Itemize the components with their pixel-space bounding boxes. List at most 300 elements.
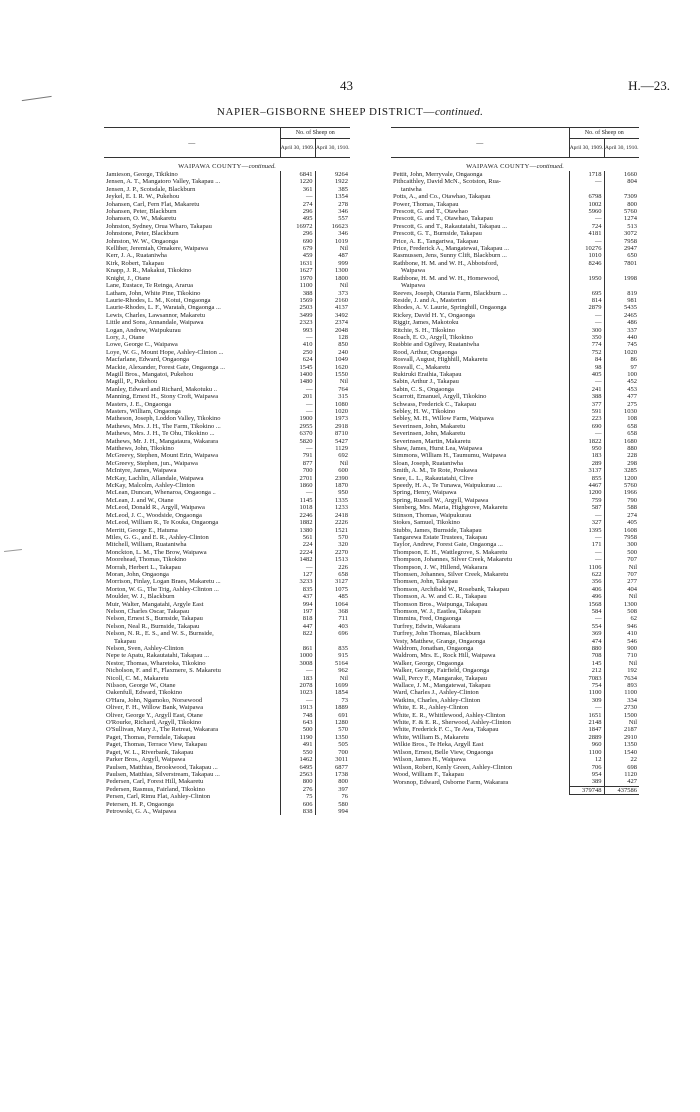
owner-name: Thomson, Archibald W., Rosebank, Takapau	[393, 585, 510, 593]
table-row	[104, 364, 350, 371]
owner-name: Masters, William, Ongaonga	[106, 408, 181, 415]
sheep-1910: 6877	[315, 764, 350, 771]
sheep-1909: 5820	[280, 438, 315, 445]
sheep-1909	[569, 282, 604, 289]
owner-name: Stenberg, Mrs. Maria, Highgrove, Makaretu	[393, 504, 508, 512]
owner-name: Laurie-Rhodes, L. M., Kotui, Ongaonga	[106, 296, 211, 304]
owner-name: Paget, Thomas, Ferndale, Takapau	[106, 733, 196, 741]
owner-name: Rathbone, H. M. and W. H., Homewood,	[393, 274, 500, 282]
sheep-1910: 3127	[315, 578, 350, 585]
sheep-1910: 2910	[604, 734, 639, 741]
sheep-1910: 1200	[604, 475, 639, 482]
sheep-1910: 1020	[315, 408, 350, 415]
owner-name: Severinsen, John, Makaretu	[393, 422, 466, 430]
owner-name: Lewis, Charles, Lawsannor, Makaretu	[106, 311, 206, 319]
table-row	[391, 178, 639, 185]
table-row	[104, 423, 350, 430]
owner-name: McLeod, Donald R., Argyll, Waipawa	[106, 504, 205, 512]
owner-name: Rathbone, H. M. and W. H., Abbotsford,	[393, 259, 499, 267]
owner-name: Nilsson, George W., Otane	[106, 682, 176, 690]
owner-name: Wilson, James H., Waipawa	[393, 756, 466, 764]
year-1909-header: April 30, 1909.	[280, 139, 315, 158]
sheep-1910: 1973	[315, 415, 350, 422]
sheep-1910: 485	[315, 593, 350, 600]
owner-name: Nepe te Apatu, Rakautatahi, Takapau ...	[106, 652, 210, 660]
owner-name: Roach, E. O., Argyll, Tikokino	[393, 333, 473, 341]
table-row	[104, 386, 350, 393]
sheep-1910: 1513	[315, 556, 350, 563]
sheep-1910: 915	[315, 652, 350, 659]
owner-name: Rood, Arthur, Ongaonga	[393, 348, 458, 356]
owner-name: Moran, John, Ongaonga	[106, 570, 169, 578]
sheep-1909: 1100	[569, 749, 604, 756]
owner-name: Kirk, Robert, Takapau	[106, 259, 164, 267]
table-row	[391, 364, 639, 371]
sheep-1909: 679	[280, 245, 315, 252]
table-row	[391, 378, 639, 385]
sheep-1909: 350	[569, 334, 604, 341]
table-row	[391, 697, 639, 704]
owner-name: Snee, L. L., Rakautatahi, Clive	[393, 474, 474, 482]
sheep-1909: 447	[280, 623, 315, 630]
sheep-1910: 1966	[604, 489, 639, 496]
sheep-1909: 774	[569, 341, 604, 348]
owner-name: Tangarewa Estate Trustees, Takapau	[393, 533, 488, 541]
sheep-1909: 584	[569, 608, 604, 615]
table-row	[104, 549, 350, 556]
sheep-1909: 994	[280, 601, 315, 608]
owner-name: McLeod, William R., Te Kouka, Ongaonga	[106, 519, 219, 527]
sheep-1910: 9264	[315, 171, 350, 178]
table-row	[391, 549, 639, 556]
sheep-1910: 804	[604, 178, 639, 185]
sheep-1909: 2701	[280, 475, 315, 482]
table-row	[391, 771, 639, 778]
table-row	[104, 497, 350, 504]
owner-name: Stokes, Samuel, Tikokino	[393, 519, 460, 527]
sheep-1909: 1023	[280, 689, 315, 696]
sheep-1910: 86	[604, 356, 639, 363]
owner-name: Nelson, N. R., E. S., and W. S., Burnside,	[106, 630, 214, 638]
owner-name: White, E. R., Whittlewood, Ashley-Clinton	[393, 711, 506, 719]
table-row	[104, 764, 350, 771]
sheep-1909: —	[569, 615, 604, 622]
sheep-1910: 2918	[315, 423, 350, 430]
owner-name: Spring, Henry, Waipawa	[393, 489, 457, 497]
sheep-1910: 1020	[604, 349, 639, 356]
table-row	[391, 230, 639, 237]
sheep-1909: 1106	[569, 564, 604, 571]
sheep-1910: 588	[604, 504, 639, 511]
sheep-1910: 650	[604, 252, 639, 259]
sheep-1910: 1274	[604, 215, 639, 222]
sheep-1910: 1608	[604, 527, 639, 534]
sheep-1909: 369	[569, 630, 604, 637]
sheep-1909: 877	[280, 460, 315, 467]
sheep-1910: 2465	[604, 312, 639, 319]
owner-name: Monckton, L. M., The Brow, Waipawa	[106, 548, 207, 556]
sheep-1909: 1190	[280, 734, 315, 741]
sheep-1910: 487	[315, 252, 350, 259]
sheep-1909: 708	[569, 652, 604, 659]
total-1910: 437586	[604, 786, 639, 794]
sheep-1909: 2889	[569, 734, 604, 741]
sheep-1910: 1350	[315, 734, 350, 741]
sheep-1910: 1660	[604, 171, 639, 178]
table-row	[104, 215, 350, 222]
owner-name: Paget, Thomas, Terrace View, Takapau	[106, 741, 207, 749]
sheep-1909: 406	[569, 586, 604, 593]
owner-name: Persen, Carl, Rimu Flat, Ashley-Clinton	[106, 793, 211, 801]
table-row	[391, 186, 639, 193]
sheep-1910: 1100	[604, 689, 639, 696]
table-row	[391, 304, 639, 311]
table-row	[104, 734, 350, 741]
table-row	[104, 223, 350, 230]
sheep-1909: 835	[280, 586, 315, 593]
sheep-1909: 690	[569, 423, 604, 430]
sheep-1909: 700	[280, 467, 315, 474]
sheep-1910: 962	[315, 667, 350, 674]
sheep-1910: 893	[604, 682, 639, 689]
owner-name: O'Hara, John, Ngamoko, Norsewood	[106, 696, 203, 704]
sheep-1909: 1627	[280, 267, 315, 274]
table-row	[104, 719, 350, 726]
right-sheep-table	[391, 127, 639, 795]
owner-name: Simmons, William H., Taumumu, Waipawa	[393, 452, 507, 460]
sheep-1910: Nil	[315, 460, 350, 467]
sheep-1909: 16972	[280, 223, 315, 230]
left-table-body	[104, 158, 350, 816]
table-row	[104, 527, 350, 534]
table-row	[391, 682, 639, 689]
sheep-1910: 477	[604, 393, 639, 400]
table-row	[104, 327, 350, 334]
owner-name: Muir, Walter, Mangatahi, Argyle East	[106, 600, 204, 608]
owner-name: Scarrott, Emanuel, Argyll, Tikokino	[393, 393, 487, 401]
sheep-1910: 800	[315, 778, 350, 785]
sheep-1910: 1870	[315, 482, 350, 489]
table-row	[391, 519, 639, 526]
sheep-1910: 427	[604, 778, 639, 786]
sheep-1909: 2078	[280, 682, 315, 689]
table-row	[391, 638, 639, 645]
owner-name: Macfarlane, Edward, Ongaonga	[106, 356, 190, 364]
table-row	[391, 282, 639, 289]
sheep-1910: 707	[604, 571, 639, 578]
sheep-1910: 7801	[604, 260, 639, 267]
sheep-1910: 410	[604, 630, 639, 637]
sheep-1910: 100	[604, 371, 639, 378]
paper-reference: H.—23.	[628, 78, 670, 93]
sheep-1910: 334	[604, 697, 639, 704]
owner-name: Wallace, J. M., Mangatewai, Takapau	[393, 682, 491, 690]
owner-name: Ward, Charles J., Ashley-Clinton	[393, 689, 479, 697]
owner-name: Kelliher, Jeremiah, Omakere, Waipawa	[106, 245, 208, 253]
sheep-1910: 1233	[315, 504, 350, 511]
owner-name: Turfrey, Edwin, Wakarara	[393, 622, 461, 630]
owner-name: Nelson, Ernest S., Burnside, Takapau	[106, 615, 203, 623]
owner-name: Rosvall, August, Highhill, Makaretu	[393, 356, 488, 364]
sheep-1909: 822	[280, 630, 315, 637]
owner-name: Johansen, Carl, Fern Flat, Makaretu	[106, 200, 200, 208]
table-row	[104, 638, 350, 645]
table-row	[104, 475, 350, 482]
sheep-1910: 274	[604, 512, 639, 519]
sheep-1910: 950	[315, 489, 350, 496]
sheep-1910: Nil	[315, 282, 350, 289]
owner-name: Manning, Ernest H., Stony Croft, Waipawa	[106, 393, 219, 401]
owner-name: O'Sullivan, Mary J., The Retreat, Wakarara	[106, 726, 219, 734]
owner-name: Price, A. E., Tangariwa, Takapau	[393, 237, 479, 245]
sheep-1910: 2187	[604, 726, 639, 733]
sheep-1910: Nil	[315, 378, 350, 385]
table-row	[104, 452, 350, 459]
sheep-1910	[604, 186, 639, 193]
table-row	[104, 438, 350, 445]
sheep-1910: 1354	[315, 193, 350, 200]
sheep-1909: 6841	[280, 171, 315, 178]
table-row	[391, 245, 639, 252]
sheep-1910: 97	[604, 364, 639, 371]
table-row	[391, 297, 639, 304]
sheep-1910: 2270	[315, 549, 350, 556]
owner-name: Thomsen, John, Takapau	[393, 578, 458, 586]
table-row	[104, 304, 350, 311]
owner-name: Thompson, J. W., Hillend, Wakarara	[393, 563, 488, 571]
sheep-1910: 557	[315, 215, 350, 222]
sheep-1909: 993	[280, 327, 315, 334]
year-1910-header: April 30, 1910.	[604, 139, 639, 158]
sheep-1909: 3233	[280, 578, 315, 585]
table-row	[104, 601, 350, 608]
sheep-1910: 835	[315, 645, 350, 652]
table-row	[391, 334, 639, 341]
sheep-1909: 1400	[280, 371, 315, 378]
sheep-1909: 171	[569, 541, 604, 548]
sheep-1909: 1568	[569, 601, 604, 608]
sheep-1909: 690	[280, 238, 315, 245]
sheep-1909: —	[569, 549, 604, 556]
sheep-1909: 405	[569, 371, 604, 378]
sheep-1910: 128	[315, 334, 350, 341]
sheep-1909: —	[569, 704, 604, 711]
owner-name: Taylor, Andrew, Forest Gate, Ongaonga ...	[393, 541, 503, 549]
sheep-1910: 1335	[315, 497, 350, 504]
owner-name: Kerr, J. A., Ruataniwha	[106, 252, 167, 260]
table-row	[104, 704, 350, 711]
sheep-1909: 241	[569, 386, 604, 393]
table-row	[104, 349, 350, 356]
sheep-1909: 1002	[569, 201, 604, 208]
sheep-1910: 1800	[315, 275, 350, 282]
sheep-1910: 1075	[315, 586, 350, 593]
sheep-1909	[569, 267, 604, 274]
table-row	[104, 445, 350, 452]
owner-name: Reeves, Joseph, Otaraia Farm, Blackburn ...	[393, 289, 508, 297]
sheep-1909: 1847	[569, 726, 604, 733]
owner-name: Johnston, Sydney, Orua Wharo, Takapau	[106, 222, 212, 230]
sheep-1910	[315, 638, 350, 645]
sheep-1909: 296	[280, 230, 315, 237]
sheep-1909: —	[569, 534, 604, 541]
owner-name: Morrah, Herbert L., Takapau	[106, 563, 181, 571]
owner-name: Waipawa	[401, 267, 426, 275]
sheep-1909: 474	[569, 638, 604, 645]
owner-name: Masters, J. E., Ongaonga	[106, 400, 172, 408]
sheep-1909: 1000	[280, 652, 315, 659]
owner-name: Paulsen, Matthias, Brookwood, Takapau ...	[106, 763, 218, 771]
table-row	[391, 467, 639, 474]
owner-name: Schwass, Frederick C., Takapau	[393, 400, 477, 408]
sheep-1910: 800	[604, 201, 639, 208]
table-row	[104, 801, 350, 808]
owner-name: Thomsen, Johannes, Silver Creek, Makaretu	[393, 570, 509, 578]
table-row	[104, 593, 350, 600]
owner-name: Rhodes, A. V. Laurie, Springhill, Ongaonga	[393, 304, 507, 312]
sheep-1910: 2048	[315, 327, 350, 334]
sheep-1910: 1049	[315, 356, 350, 363]
sheep-1910: 1998	[604, 275, 639, 282]
sheep-1910: 346	[315, 230, 350, 237]
sheep-1910: 2730	[604, 704, 639, 711]
owner-name: Mackie, Alexander, Forest Gate, Ongaonga ...	[106, 363, 226, 371]
owner-name: Thomson, A. W. and C. R., Takapau	[393, 593, 487, 601]
sheep-1910: 994	[315, 808, 350, 815]
table-row	[104, 786, 350, 793]
table-row	[391, 615, 639, 622]
sheep-count-header: No. of Sheep on	[569, 128, 639, 139]
table-row	[391, 393, 639, 400]
table-row	[391, 675, 639, 682]
sheep-1909: 274	[280, 201, 315, 208]
owner-name: Worsnop, Edward, Osborne Farm, Wakarara	[393, 778, 509, 786]
sheep-1909: 361	[280, 186, 315, 193]
sheep-1910: 3072	[604, 230, 639, 237]
sheep-1910: 546	[604, 638, 639, 645]
table-row	[391, 497, 639, 504]
sheep-1910: 508	[604, 608, 639, 615]
sheep-1909: 724	[569, 223, 604, 230]
sheep-1910: 4137	[315, 304, 350, 311]
owner-name: Reside, J. and A., Masterton	[393, 296, 467, 304]
sheep-1910: 711	[315, 615, 350, 622]
table-row	[104, 178, 350, 185]
page-title	[0, 106, 700, 118]
sheep-1909: —	[280, 193, 315, 200]
sheep-1910: 3492	[315, 312, 350, 319]
sheep-1910: 2226	[315, 519, 350, 526]
sheep-1910: 320	[315, 541, 350, 548]
table-row	[391, 386, 639, 393]
sheep-1910: 440	[604, 334, 639, 341]
page-number: 43	[340, 78, 353, 93]
sheep-1909: —	[569, 312, 604, 319]
sheep-1909: 388	[280, 290, 315, 297]
sheep-1910: 337	[604, 327, 639, 334]
sheep-1910: 7958	[604, 238, 639, 245]
sheep-1910: 880	[604, 445, 639, 452]
owner-name: Smith, A. M., Te Rote, Poukawa	[393, 467, 478, 475]
sheep-1909: 791	[280, 452, 315, 459]
sheep-1909: 3008	[280, 660, 315, 667]
sheep-1909: 6370	[280, 430, 315, 437]
sheep-1909: 1950	[569, 275, 604, 282]
table-row	[391, 312, 639, 319]
sheep-1909: 197	[280, 608, 315, 615]
sheep-1909: 1651	[569, 712, 604, 719]
owner-name: Wilkie Bros., Te Heka, Argyll East	[393, 741, 484, 749]
owner-name: Jensen, A. T., Mangatoro Valley, Takapau ...	[106, 178, 221, 186]
sheep-1910: 8710	[315, 430, 350, 437]
table-row	[391, 215, 639, 222]
table-row	[104, 482, 350, 489]
sheep-1909: 550	[280, 749, 315, 756]
owner-name: Speedy, H. A., Te Tunawa, Waipukurau ...	[393, 482, 502, 490]
table-row	[391, 408, 639, 415]
sheep-1909: 4467	[569, 482, 604, 489]
sheep-1909: 3499	[280, 312, 315, 319]
sheep-1910: 373	[315, 290, 350, 297]
owner-name: Sabin, Arthur J., Takapau	[393, 378, 459, 386]
owner-name: Lory, J., Otane	[106, 333, 145, 341]
sheep-1909: 754	[569, 682, 604, 689]
table-row	[391, 371, 639, 378]
owner-name: Prescott, G. and T., Otawhao, Takapau	[393, 215, 493, 223]
sheep-1909: 1569	[280, 297, 315, 304]
owner-name: Price, Frederick A., Mangatewai, Takapau ...	[393, 245, 510, 253]
owner-column-header: —	[391, 128, 569, 158]
sheep-1910: 405	[604, 519, 639, 526]
table-row	[104, 749, 350, 756]
sheep-1910: 192	[604, 667, 639, 674]
table-row	[391, 252, 639, 259]
sheep-1909	[280, 638, 315, 645]
table-row	[104, 726, 350, 733]
table-row	[104, 571, 350, 578]
sheep-1910: 7958	[604, 534, 639, 541]
sheep-1910: 946	[604, 623, 639, 630]
sheep-1909: 1631	[280, 260, 315, 267]
sheep-1909: —	[569, 238, 604, 245]
sheep-1910: 1922	[315, 178, 350, 185]
sheep-1909: 561	[280, 534, 315, 541]
table-row	[391, 704, 639, 711]
sheep-1910: 5760	[604, 482, 639, 489]
table-row	[104, 578, 350, 585]
sheep-1909: —	[280, 564, 315, 571]
page-title-text: NAPIER–GISBORNE SHEEP DISTRICT—	[216, 106, 435, 118]
owner-name: Morton, W. G., The Trig, Ashley-Clinton ...	[106, 585, 219, 593]
owner-name: Logan, Andrew, Waipukurau	[106, 326, 181, 334]
sheep-1910: 228	[604, 452, 639, 459]
owner-name: Walker, George, Ongaonga	[393, 659, 464, 667]
sheep-1909: 838	[280, 808, 315, 815]
sheep-1909: —	[280, 445, 315, 452]
sheep-1910: 1129	[315, 445, 350, 452]
owner-name: Johansen, Peter, Blackburn	[106, 208, 177, 216]
sheep-1910: 22	[604, 756, 639, 763]
table-row	[391, 667, 639, 674]
owner-name: Pedersen, Rasmus, Fairland, Tikokino	[106, 785, 205, 793]
sheep-1909: 2563	[280, 771, 315, 778]
sheep-1909: 706	[569, 764, 604, 771]
owner-name: Petrowski, G. A., Waipawa	[106, 807, 177, 815]
owner-name: White, William B., Makaretu	[393, 733, 469, 741]
sheep-1910: 76	[315, 793, 350, 800]
sheep-1909: 950	[569, 445, 604, 452]
sheep-1909: 1913	[280, 704, 315, 711]
